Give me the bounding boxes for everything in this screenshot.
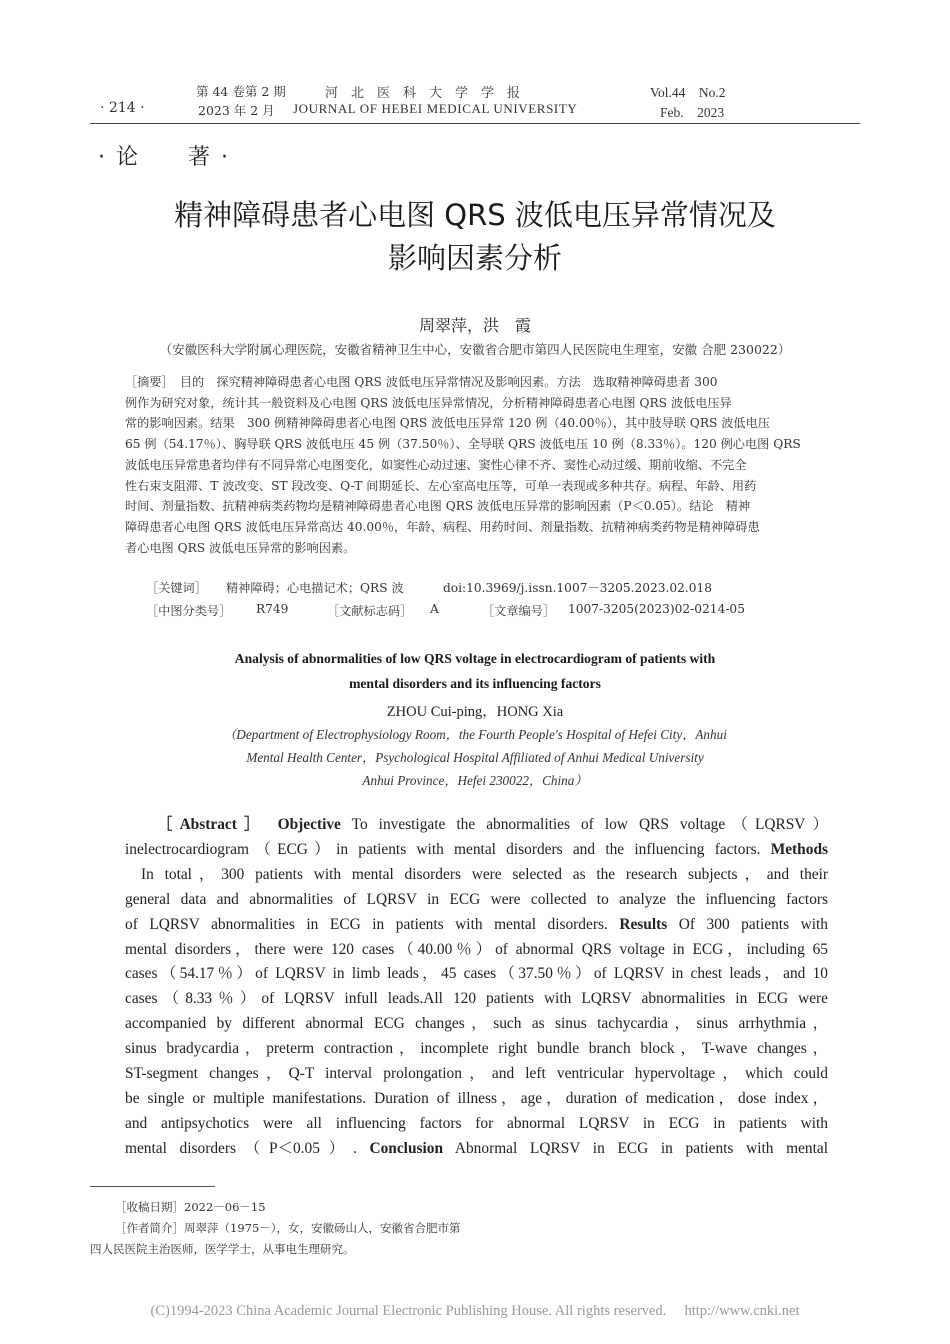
abstract-cn-line: 性右束支阻滞、T 波改变、ST 段改变、Q-T 间期延长、左心室高电压等，可单一表现或多种共存。病程、年龄、用药 <box>125 478 757 493</box>
abstract-en-text: Of 300 patients with <box>678 915 828 933</box>
english-title-line-2: mental disorders and its influencing factors <box>349 676 601 691</box>
abstract-en-text: Abnormal LQRSV in ECG in patients with mental <box>454 1139 828 1157</box>
abstract-en-line: and antipsychotics were all influencing factors for abnormal LQRSV in ECG in patients with <box>125 1114 828 1132</box>
date-en: Feb. 2023 <box>660 105 725 120</box>
doc-code-label: ［文献标志码］ <box>327 604 413 618</box>
footnote-received-date: ［收稿日期］2022－06－15 <box>115 1200 266 1214</box>
article-number-value: 1007-3205(2023)02-0214-05 <box>568 602 745 616</box>
abstract-cn-line: 波低电压异常患者均伴有不同异常心电图变化，如窦性心动过速、窦性心律不齐、窦性心动过缓、期前收缩、不完全 <box>125 457 747 472</box>
affiliation-en-line: Mental Health Center，Psychological Hospital Affiliated of Anhui Medical University <box>246 750 704 765</box>
footnote-rule <box>90 1186 215 1187</box>
abstract-en-text: inelectrocardiogram（ECG）in patients with mental disorders and the influencing factors. <box>125 840 761 858</box>
affiliation-cn: （安徽医科大学附属心理医院，安徽省精神卫生中心，安徽省合肥市第四人民医院电生理室，安徽 合肥 230022） <box>159 342 791 357</box>
clc-value: R749 <box>256 602 289 616</box>
article-number-label: ［文章编号］ <box>482 604 556 618</box>
results-label: Results <box>619 915 668 933</box>
objective-label: Objective <box>277 816 341 833</box>
page-number: · 214 · <box>100 100 145 116</box>
article-title-line-2: 影响因素分析 <box>387 241 562 275</box>
authors-en: ZHOU Cui-ping，HONG Xia <box>386 704 564 720</box>
abstract-en-line: In total，300 patients with mental disorders were selected as the research subjects，and their <box>141 865 828 883</box>
abstract-en-text: of LQRSV abnormalities in ECG in patients with mental disorders. <box>125 915 608 933</box>
abstract-cn <box>125 372 828 558</box>
abstract-en-line: general data and abnormalities of LQRSV in ECG were collected to analyze the influencing factors <box>125 890 828 908</box>
keywords-text: 精神障碍；心电描记术；QRS 波 <box>226 581 404 595</box>
english-title-line-1: Analysis of abnormalities of low QRS voltage in electrocardiogram of patients with <box>234 651 716 666</box>
abstract-cn-line: 65 例（54.17％）、胸导联 QRS 波低电压 45 例（37.50％）、全导联 QRS 波低电压 10 例（8.33％）。120 例心电图 QRS <box>125 437 801 452</box>
abstract-en-line: cases（54.17％）of LQRSV in limb leads，45 cases（37.50％）of LQRSV in chest leads，and 10 <box>125 965 828 983</box>
abstract-en-text: mental disorders（P＜0.05）. <box>125 1139 357 1157</box>
abstract-en-line <box>125 913 828 938</box>
footnote-author-bio: ［作者简介］周翠萍（1975－），女，安徽砀山人，安徽省合肥市第 <box>115 1221 461 1235</box>
volume-cn: 第 44 卷第 2 期 <box>196 84 286 99</box>
abstract-en-line <box>125 813 828 838</box>
article-title-line-1: 精神障碍患者心电图 QRS 波低电压异常情况及 <box>174 198 776 232</box>
abstract-en-line <box>125 1137 828 1162</box>
abstract-en-line: ST-segment changes，Q-T interval prolongation，and left ventricular hypervoltage，which could <box>125 1065 828 1083</box>
affiliation-en-line: （Department of Electrophysiology Room，the Fourth People's Hospital of Hefei City，Anhui <box>223 727 727 742</box>
clc-label: ［中图分类号］ <box>146 604 232 618</box>
journal-title-en: JOURNAL OF HEBEI MEDICAL UNIVERSITY <box>293 101 578 116</box>
header-rule <box>90 123 860 124</box>
doc-code-value: A <box>430 602 439 616</box>
abstract-cn-line: 时间、剂量指数、抗精神病类药物均是精神障碍患者心电图 QRS 波低电压异常的影响因素（P＜0.05）。结论 精神 <box>125 499 751 514</box>
abstract-en-line: be single or multiple manifestations. Duration of illness，age，duration of medication，dose index， <box>125 1089 828 1107</box>
authors-cn: 周翠萍，洪 霞 <box>418 316 531 335</box>
conclusion-label: Conclusion <box>369 1139 444 1157</box>
abstract-label: ［Abstract］ <box>157 816 267 833</box>
abstract-en-line: cases（8.33％）of LQRSV infull leads.All 120 patients with LQRSV abnormalities in ECG were <box>125 990 828 1008</box>
abstract-cn-line: 例作为研究对象，统计其一般资料及心电图 QRS 波低电压异常情况，分析精神障碍患者心电图 QRS 波低电压异 <box>125 395 732 410</box>
abstract-en <box>125 813 828 1162</box>
date-cn: 2023 年 2 月 <box>198 103 275 118</box>
journal-title-cn: 河 北 医 科 大 学 学 报 <box>325 86 521 101</box>
footnote-author-bio-cont: 四人民医院主治医师，医学学士，从事电生理研究。 <box>90 1242 355 1256</box>
abstract-en-line: accompanied by different abnormal ECG changes，such as sinus tachycardia，sinus arrhythmia， <box>125 1015 828 1033</box>
doi-link[interactable]: doi:10.3969/j.issn.1007－3205.2023.02.018 <box>443 581 713 595</box>
abstract-cn-line: ［摘要］ 目的 探究精神障碍患者心电图 QRS 波低电压异常情况及影响因素。方法 选取精神障碍患者 300 <box>125 375 718 389</box>
section-label: · 论 著 · <box>98 145 230 170</box>
copyright-notice: (C)1994-2023 China Academic Journal Electronic Publishing House. All rights reserved. http://www.cnki.net <box>150 1303 800 1319</box>
abstract-cn-line: 障碍患者心电图 QRS 波低电压异常高达 40.00％，年龄、病程、用药时间、剂量指数、抗精神病类药物是精神障碍患 <box>125 519 760 534</box>
methods-label: Methods <box>770 840 828 858</box>
affiliation-en-line: Anhui Province，Hefei 230022，China） <box>362 773 588 788</box>
keywords-label: ［关键词］ <box>146 581 207 595</box>
abstract-cn-line: 常的影响因素。结果 300 例精神障碍患者心电图 QRS 波低电压异常 120 例（40.00％），其中肢导联 QRS 波低电压 <box>125 416 770 431</box>
abstract-en-line: mental disorders，there were 120 cases（40.00％）of abnormal QRS voltage in ECG，including 65 <box>125 940 828 958</box>
volume-en: Vol.44 No.2 <box>650 85 726 100</box>
abstract-cn-line: 者心电图 QRS 波低电压异常的影响因素。 <box>125 540 356 555</box>
abstract-en-text: To investigate the abnormalities of low QRS voltage（LQRSV） <box>351 816 828 833</box>
abstract-en-line: sinus bradycardia，preterm contraction，incomplete right bundle branch block，T-wave changes， <box>125 1040 828 1058</box>
abstract-en-line <box>125 838 828 863</box>
